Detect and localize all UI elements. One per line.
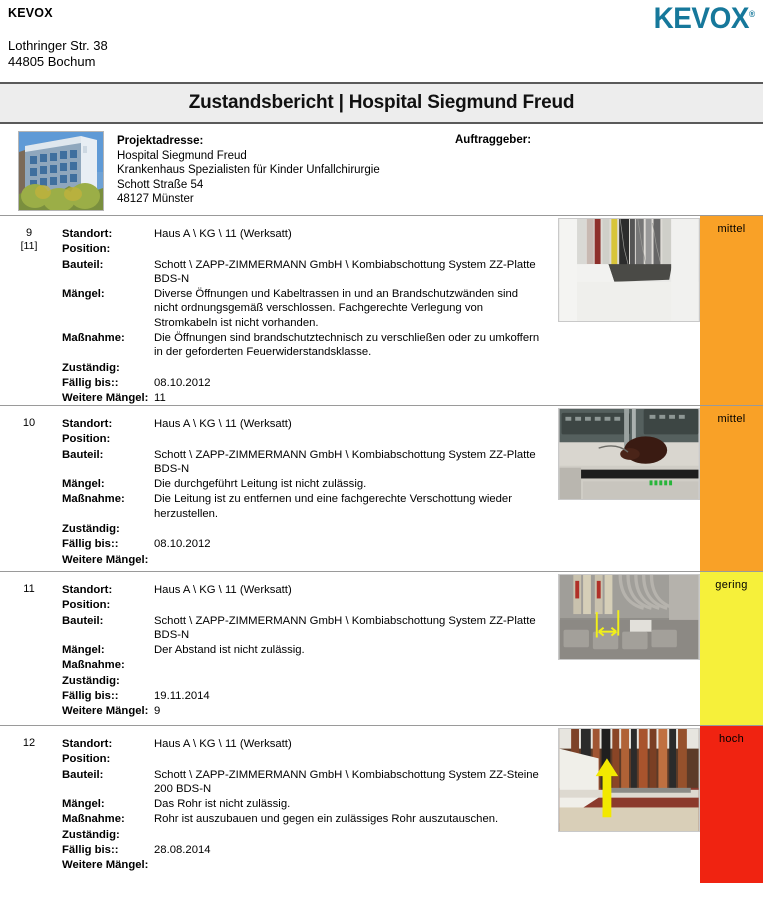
field-value-position — [154, 598, 542, 613]
record-fields-table — [62, 737, 542, 874]
record-field-row-zustaendig — [62, 828, 542, 843]
field-label-massnahme: Maßnahme: — [62, 813, 125, 826]
defect-photo-pipe-spacing — [558, 574, 700, 660]
record-field-row-position — [62, 598, 542, 613]
project-address — [117, 134, 380, 207]
record-field-row-bauteil — [62, 448, 542, 478]
company-address — [8, 38, 108, 70]
field-value-weitere — [154, 858, 542, 873]
record-field-row-position — [62, 242, 542, 257]
field-value-bauteil: Schott \ ZAPP-ZIMMERMANN GmbH \ Kombiabschottung System ZZ-Platte BDS-N — [154, 614, 536, 641]
field-value-massnahme: Rohr ist auszubauen und gegen ein zulässiges Rohr auszutauschen. — [154, 813, 499, 826]
client-label: Auftraggeber: — [455, 134, 532, 146]
record-field-row-massnahme — [62, 331, 542, 361]
severity-badge: hoch — [700, 726, 763, 883]
field-value-maengel: Das Rohr ist nicht zulässig. — [154, 798, 291, 811]
field-value-weitere: 9 — [154, 705, 161, 718]
field-label-position: Position: — [62, 753, 111, 766]
field-value-position — [154, 432, 542, 447]
field-label-zustaendig: Zuständig: — [62, 361, 120, 374]
field-label-standort: Standort: — [62, 584, 113, 596]
project-address-line-3: 48127 Münster — [117, 193, 194, 206]
defect-record — [0, 726, 763, 883]
record-fields-table — [62, 227, 542, 406]
severity-badge: gering — [700, 572, 763, 725]
record-field-row-maengel — [62, 643, 542, 658]
field-label-maengel: Mängel: — [62, 644, 105, 657]
page-title: Zustandsbericht | Hospital Siegmund Freud — [188, 92, 575, 113]
project-address-label: Projektadresse: — [117, 135, 204, 147]
kevox-logo — [654, 2, 755, 36]
record-field-row-maengel — [62, 797, 542, 812]
field-label-zustaendig: Zuständig: — [62, 674, 120, 687]
field-value-faellig: 08.10.2012 — [154, 538, 211, 551]
defect-record — [0, 572, 763, 726]
field-label-maengel: Mängel: — [62, 288, 105, 301]
severity-badge: mittel — [700, 216, 763, 405]
field-value-massnahme: Die Öffnungen sind brandschutztechnisch zu verschließen oder zu umkoffern in der geforderten Feuerwiderstandsklasse. — [154, 332, 540, 359]
field-label-position: Position: — [62, 243, 111, 256]
field-value-bauteil: Schott \ ZAPP-ZIMMERMANN GmbH \ Kombiabschottung System ZZ-Platte BDS-N — [154, 448, 536, 475]
field-label-zustaendig: Zuständig: — [62, 828, 120, 841]
company-address-line2: 44805 Bochum — [8, 54, 96, 69]
record-field-row-standort — [62, 227, 542, 242]
field-value-zustaendig — [154, 828, 542, 843]
field-value-standort: Haus A \ KG \ 11 (Werksatt) — [154, 738, 292, 750]
field-label-massnahme: Maßnahme: — [62, 659, 125, 672]
field-value-weitere — [154, 553, 542, 568]
record-field-row-weitere — [62, 553, 542, 568]
field-value-position — [154, 752, 542, 767]
record-field-row-massnahme — [62, 492, 542, 522]
record-field-row-faellig — [62, 376, 542, 391]
record-number: 11 — [23, 583, 35, 595]
record-field-row-massnahme — [62, 658, 542, 673]
kevox-logo-text: KEVOX — [653, 2, 750, 35]
field-label-position: Position: — [62, 433, 111, 446]
field-label-standort: Standort: — [62, 738, 113, 750]
field-value-zustaendig — [154, 361, 542, 376]
record-field-row-standort — [62, 583, 542, 598]
company-name: KEVOX — [8, 6, 53, 20]
field-label-standort: Standort: — [62, 418, 113, 430]
severity-badge: mittel — [700, 406, 763, 571]
record-field-row-bauteil — [62, 258, 542, 288]
field-label-standort: Standort: — [62, 228, 113, 240]
field-label-bauteil: Bauteil: — [62, 258, 104, 271]
field-label-massnahme: Maßnahme: — [62, 332, 125, 345]
field-value-standort: Haus A \ KG \ 11 (Werksatt) — [154, 584, 292, 596]
field-value-bauteil: Schott \ ZAPP-ZIMMERMANN GmbH \ Kombiabschottung System ZZ-Platte BDS-N — [154, 258, 536, 285]
record-field-row-weitere — [62, 704, 542, 719]
registered-mark: ® — [749, 9, 755, 19]
field-label-maengel: Mängel: — [62, 478, 105, 491]
field-label-bauteil: Bauteil: — [62, 768, 104, 781]
record-fields-table — [62, 583, 542, 720]
field-value-faellig: 08.10.2012 — [154, 376, 211, 389]
field-label-position: Position: — [62, 599, 111, 612]
record-field-row-position — [62, 432, 542, 447]
record-field-row-faellig — [62, 537, 542, 552]
field-value-massnahme: Die Leitung ist zu entfernen und eine fachgerechte Verschottung wieder herzustellen. — [154, 493, 512, 520]
record-number: 10 — [22, 417, 36, 429]
record-number-value: 9 — [25, 227, 33, 239]
record-field-row-massnahme — [62, 812, 542, 827]
field-label-weitere: Weitere Mängel: — [62, 859, 149, 872]
field-value-position — [154, 242, 542, 257]
field-value-maengel: Die durchgeführt Leitung ist nicht zulässig. — [154, 478, 367, 491]
field-label-weitere: Weitere Mängel: — [62, 705, 149, 718]
field-value-standort: Haus A \ KG \ 11 (Werksatt) — [154, 228, 292, 240]
field-label-bauteil: Bauteil: — [62, 448, 104, 461]
record-field-row-bauteil — [62, 614, 542, 644]
record-field-row-faellig — [62, 689, 542, 704]
field-label-weitere: Weitere Mängel: — [62, 553, 149, 566]
project-address-line-2: Schott Straße 54 — [117, 178, 204, 191]
field-value-maengel: Der Abstand ist nicht zulässig. — [154, 644, 305, 657]
field-value-massnahme — [154, 658, 542, 673]
field-label-massnahme: Maßnahme: — [62, 493, 125, 506]
field-label-faellig: Fällig bis:: — [62, 690, 119, 703]
project-address-line-0: Hospital Siegmund Freud — [117, 149, 247, 162]
record-field-row-weitere — [62, 391, 542, 406]
field-value-zustaendig — [154, 674, 542, 689]
field-value-maengel: Diverse Öffnungen und Kabeltrassen in und an Brandschutzwänden sind nicht ordnungsgemäß verschlossen. Fachgerechte Verlegung von Stromkabeln ist nicht vorhanden. — [154, 288, 519, 329]
record-field-row-position — [62, 752, 542, 767]
field-label-faellig: Fällig bis:: — [62, 376, 119, 389]
record-number-reference: [11] — [20, 240, 38, 252]
field-label-faellig: Fällig bis:: — [62, 844, 119, 857]
field-value-faellig: 19.11.2014 — [154, 690, 210, 703]
defect-photo-cable-tray — [558, 408, 700, 500]
building-photo — [18, 131, 104, 211]
record-number — [8, 227, 50, 253]
field-label-maengel: Mängel: — [62, 798, 105, 811]
defect-photo-pipes-ceiling — [558, 728, 700, 832]
record-field-row-standort — [62, 737, 542, 752]
field-value-standort: Haus A \ KG \ 11 (Werksatt) — [154, 418, 292, 430]
defect-records-list — [0, 216, 763, 883]
defect-record — [0, 216, 763, 406]
record-number: 12 — [22, 737, 36, 749]
record-field-row-zustaendig — [62, 361, 542, 376]
record-field-row-maengel — [62, 287, 542, 331]
record-field-row-standort — [62, 417, 542, 432]
defect-record — [0, 406, 763, 572]
defect-photo-cables-through-opening — [558, 218, 700, 322]
record-fields-table — [62, 417, 542, 568]
record-field-row-bauteil — [62, 768, 542, 798]
field-label-weitere: Weitere Mängel: — [62, 392, 149, 405]
record-field-row-weitere — [62, 858, 542, 873]
field-value-zustaendig — [154, 522, 542, 537]
field-label-bauteil: Bauteil: — [62, 614, 104, 627]
record-field-row-zustaendig — [62, 674, 542, 689]
project-address-line-1: Krankenhaus Spezialisten für Kinder Unfallchirurgie — [117, 164, 380, 177]
record-field-row-zustaendig — [62, 522, 542, 537]
page-header — [0, 0, 763, 82]
field-value-weitere: 11 — [154, 392, 166, 405]
field-label-faellig: Fällig bis:: — [62, 538, 119, 551]
record-field-row-maengel — [62, 477, 542, 492]
field-label-zustaendig: Zuständig: — [62, 523, 120, 536]
field-value-faellig: 28.08.2014 — [154, 844, 211, 857]
field-value-bauteil: Schott \ ZAPP-ZIMMERMANN GmbH \ Kombiabschottung System ZZ-Steine 200 BDS-N — [154, 768, 539, 795]
report-title-band — [0, 82, 763, 124]
company-address-line1: Lothringer Str. 38 — [8, 38, 108, 53]
project-info-section — [0, 124, 763, 216]
record-field-row-faellig — [62, 843, 542, 858]
